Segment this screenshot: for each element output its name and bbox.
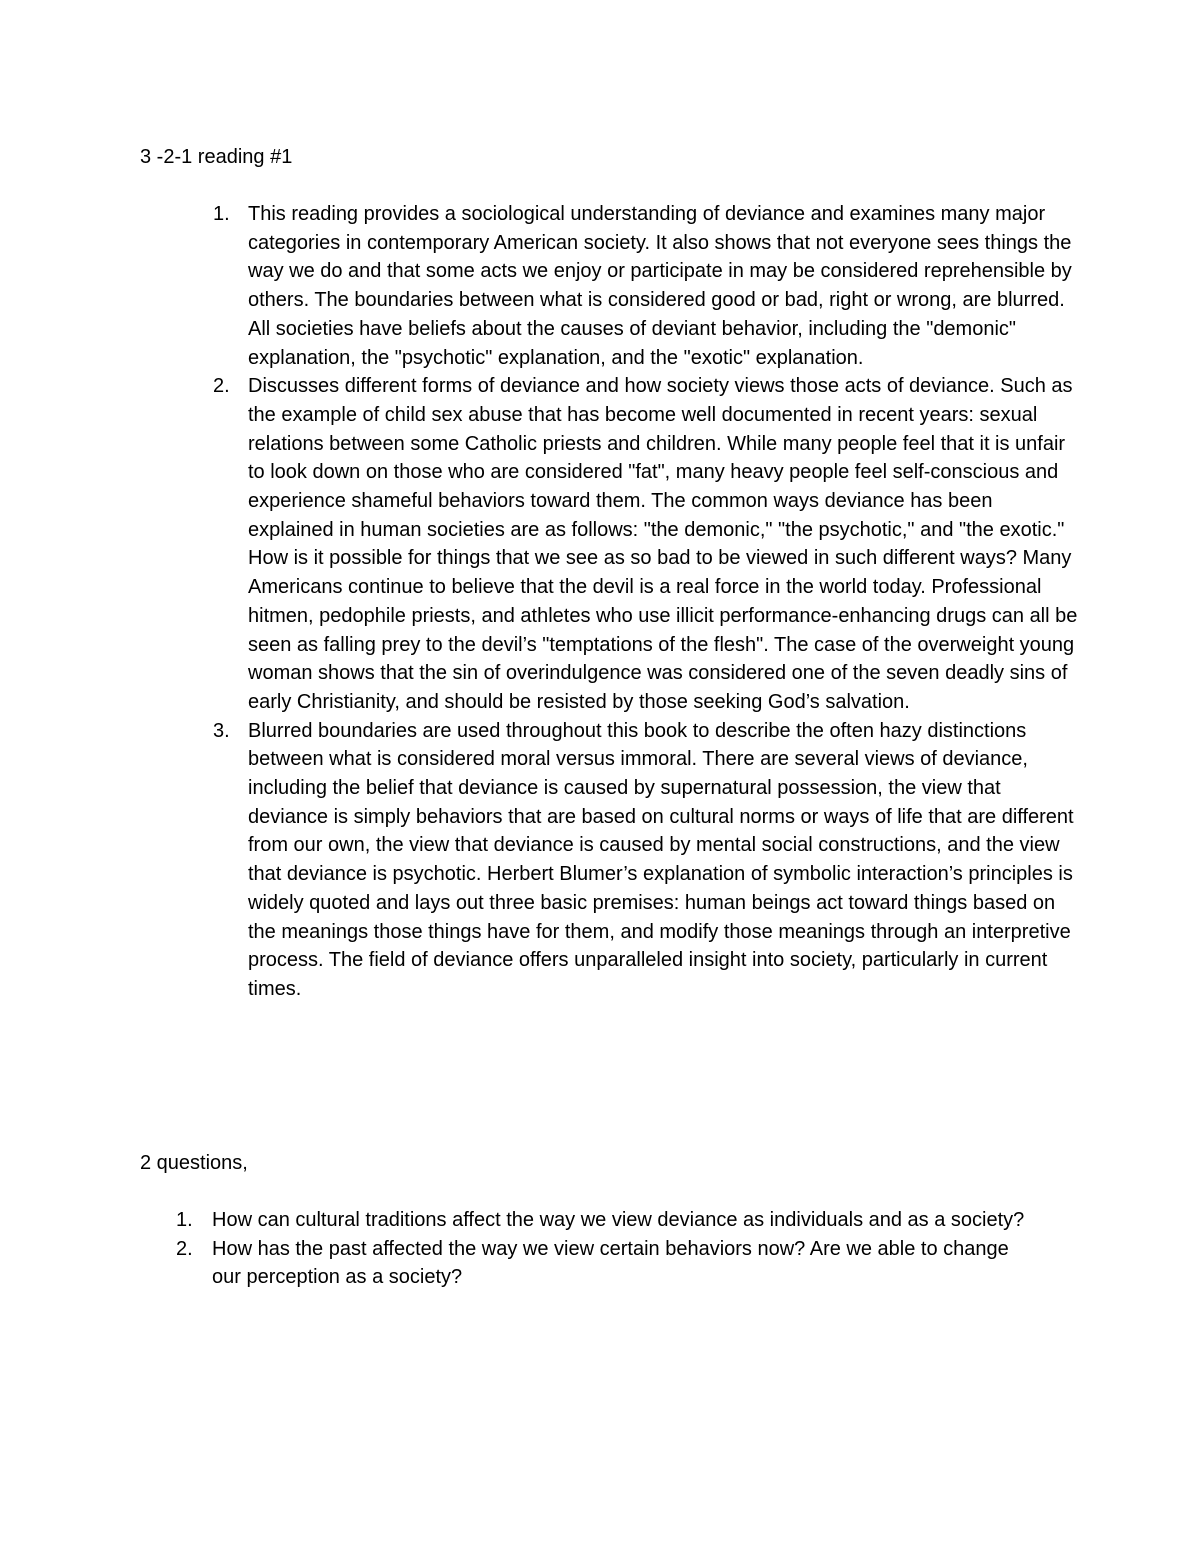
question-item bbox=[176, 1206, 1042, 1235]
reading-point bbox=[213, 200, 1078, 372]
list-number: 3. bbox=[213, 719, 230, 742]
reading-points-list bbox=[213, 200, 1078, 1004]
reading-heading: 3 -2-1 reading #1 bbox=[140, 146, 293, 168]
list-number: 1. bbox=[213, 203, 230, 225]
reading-point-text: Blurred boundaries are used throughout this book to describe the often hazy distinctions between what is considered moral versus immoral. There are several views of deviance, including the belief that deviance is caused by supernatural possession, the view that deviance is simply behaviors that are based on cultural norms or ways of life that are different from our own, the view that deviance is caused by mental social constructions, and the view that deviance is psychotic. Herbert Blumer’s explanation of symbolic interaction’s principles is widely quoted and lays out three basic premises: human beings act toward things based on the meanings those things have for them, and modify those meanings through an interpretive process. The field of deviance offers unparalleled insight into society, particularly in current times. bbox=[248, 719, 1074, 1000]
reading-point bbox=[213, 717, 1078, 1004]
question-text: How has the past affected the way we view certain behaviors now? Are we able to change our perception as a society? bbox=[212, 1237, 1009, 1289]
questions-heading: 2 questions, bbox=[140, 1152, 248, 1174]
reading-point bbox=[213, 372, 1078, 716]
question-text: How can cultural traditions affect the way we view deviance as individuals and as a society? bbox=[212, 1209, 1025, 1231]
list-number: 1. bbox=[176, 1209, 193, 1231]
reading-point-text: This reading provides a sociological understanding of deviance and examines many major categories in contemporary American society. It also shows that not everyone sees things the way we do and that some acts we enjoy or participate in may be considered reprehensible by others. The boundaries between what is considered good or bad, right or wrong, are blurred. All societies have beliefs about the causes of deviant behavior, including the "demonic" explanation, the "psychotic" explanation, and the "exotic" explanation. bbox=[248, 203, 1072, 369]
questions-list bbox=[176, 1206, 1042, 1292]
list-number: 2. bbox=[176, 1237, 193, 1260]
reading-point-text: Discusses different forms of deviance and how society views those acts of deviance. Such as the example of child sex abuse that has become well documented in recent years: sexual relations between some Catholic priests and children. While many people feel that it is unfair to look down on those who are considered "fat", many heavy people feel self-conscious and experience shameful behaviors toward them. The common ways deviance has been explained in human societies are as follows: "the demonic," "the psychotic," and "the exotic." How is it possible for things that we see as so bad to be viewed in such different ways? Many Americans continue to believe that the devil is a real force in the world today. Professional hitmen, pedophile priests, and athletes who use illicit performance-enhancing drugs can all be seen as falling prey to the devil’s "temptations of the flesh". The case of the overweight young woman shows that the sin of overindulgence was considered one of the seven deadly sins of early Christianity, and should be resisted by those seeking God’s salvation. bbox=[248, 375, 1078, 713]
question-item bbox=[176, 1235, 1042, 1292]
list-number: 2. bbox=[213, 375, 230, 398]
